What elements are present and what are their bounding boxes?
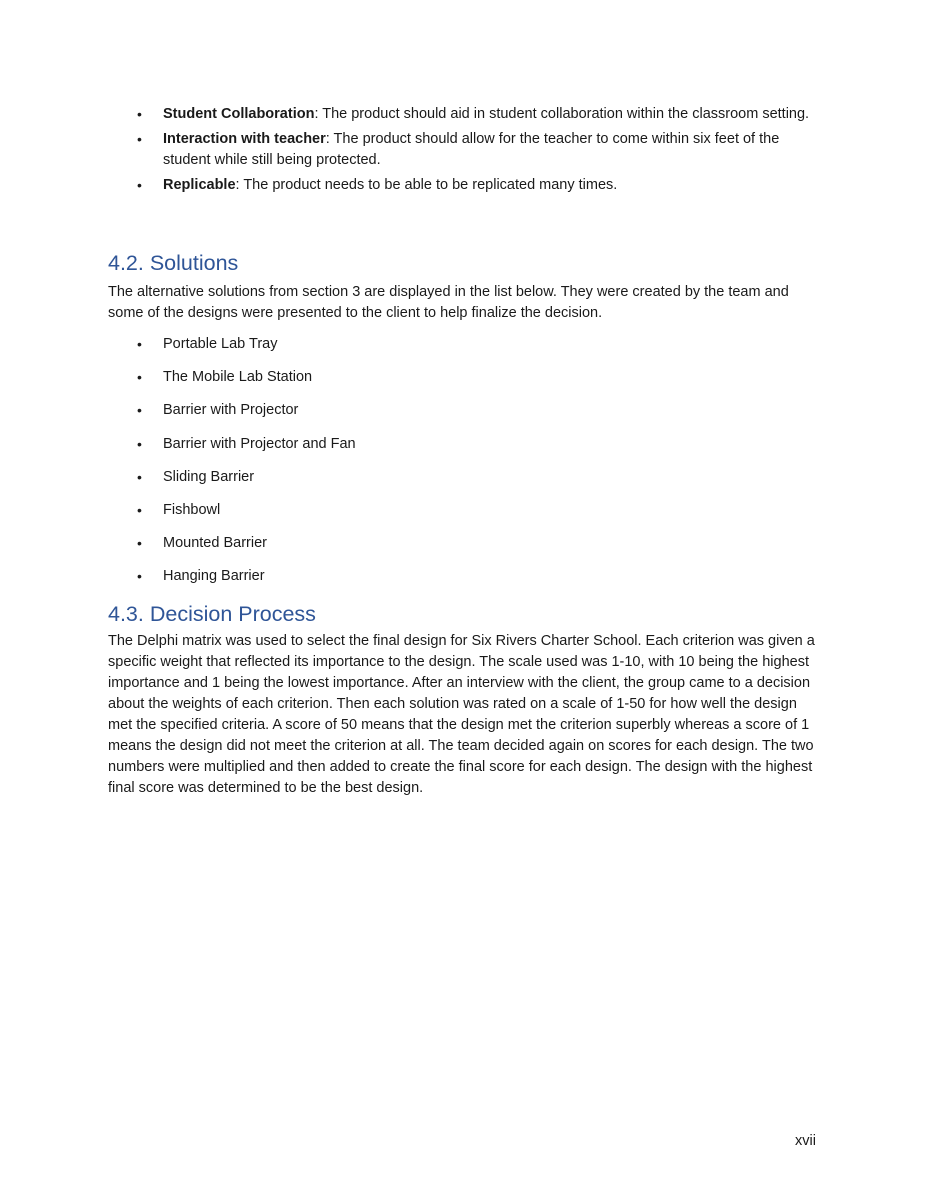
bullet-icon: • — [137, 501, 142, 518]
criteria-list — [108, 104, 820, 200]
criteria-description: : The product needs to be able to be replicated many times. — [235, 177, 618, 193]
solution-label: Hanging Barrier — [163, 568, 265, 585]
solution-label: Sliding Barrier — [163, 468, 255, 485]
bullet-icon: • — [137, 402, 142, 419]
solution-item — [108, 400, 820, 433]
criteria-description: : The product should allow for the teacher to come within six feet of the student while still being protected. — [163, 131, 780, 168]
bullet-icon: • — [137, 435, 142, 452]
solution-label: Portable Lab Tray — [163, 336, 278, 352]
decision-process-paragraph: The Delphi matrix was used to select the final design for Six Rivers Charter School. Each criterion was given a specific weight that reflected its importance to the design. The scale used was 1-10, with 10 being the highest importance and 1 being the lowest importance. After an interview with the client, the group came to a decision about the weights of each criterion. Then each solution was rated on a scale of 1-50 for how well the design met the specified criteria. A score of 50 means that the design met the criterion superbly whereas a score of 1 means the design did not meet the criterion at all. The team decided again on scores for each design. The two numbers were multiplied and then added to create the final score for each design. The design with the highest final score was determined to be the best design. — [108, 633, 815, 796]
solution-item — [108, 467, 820, 500]
section-heading-decision-process: 4.3. Decision Process — [108, 602, 316, 626]
bullet-icon: • — [137, 131, 142, 147]
solution-item — [108, 434, 820, 467]
solution-label: Mounted Barrier — [163, 535, 267, 552]
bullet-icon: • — [137, 177, 142, 193]
solutions-list — [108, 334, 820, 600]
solution-item — [108, 533, 820, 566]
bullet-icon: • — [137, 336, 142, 352]
solution-label: Barrier with Projector — [163, 402, 299, 419]
section-heading-solutions: 4.2. Solutions — [108, 251, 239, 275]
solution-item — [108, 334, 820, 367]
bullet-icon: • — [137, 568, 142, 585]
page-number: xvii — [795, 1133, 816, 1149]
bullet-icon: • — [137, 535, 142, 552]
criteria-term: Interaction with teacher — [163, 131, 326, 147]
solution-label: Fishbowl — [163, 501, 221, 518]
solution-item — [108, 367, 820, 400]
criteria-item — [108, 175, 820, 196]
solutions-intro-paragraph: The alternative solutions from section 3 are displayed in the list below. They were created by the team and some of the designs were presented to the client to help finalize the decision. — [108, 284, 789, 321]
bullet-icon: • — [137, 106, 142, 122]
criteria-description: : The product should aid in student collaboration within the classroom setting. — [314, 106, 810, 122]
solution-item — [108, 500, 820, 533]
criteria-item — [108, 104, 820, 125]
criteria-term: Replicable — [163, 177, 236, 193]
solution-label: Barrier with Projector and Fan — [163, 435, 356, 452]
solution-item — [108, 566, 820, 599]
bullet-icon: • — [137, 369, 142, 386]
solution-label: The Mobile Lab Station — [163, 369, 313, 386]
criteria-item — [108, 129, 820, 171]
bullet-icon: • — [137, 468, 142, 485]
criteria-term: Student Collaboration — [163, 106, 315, 122]
